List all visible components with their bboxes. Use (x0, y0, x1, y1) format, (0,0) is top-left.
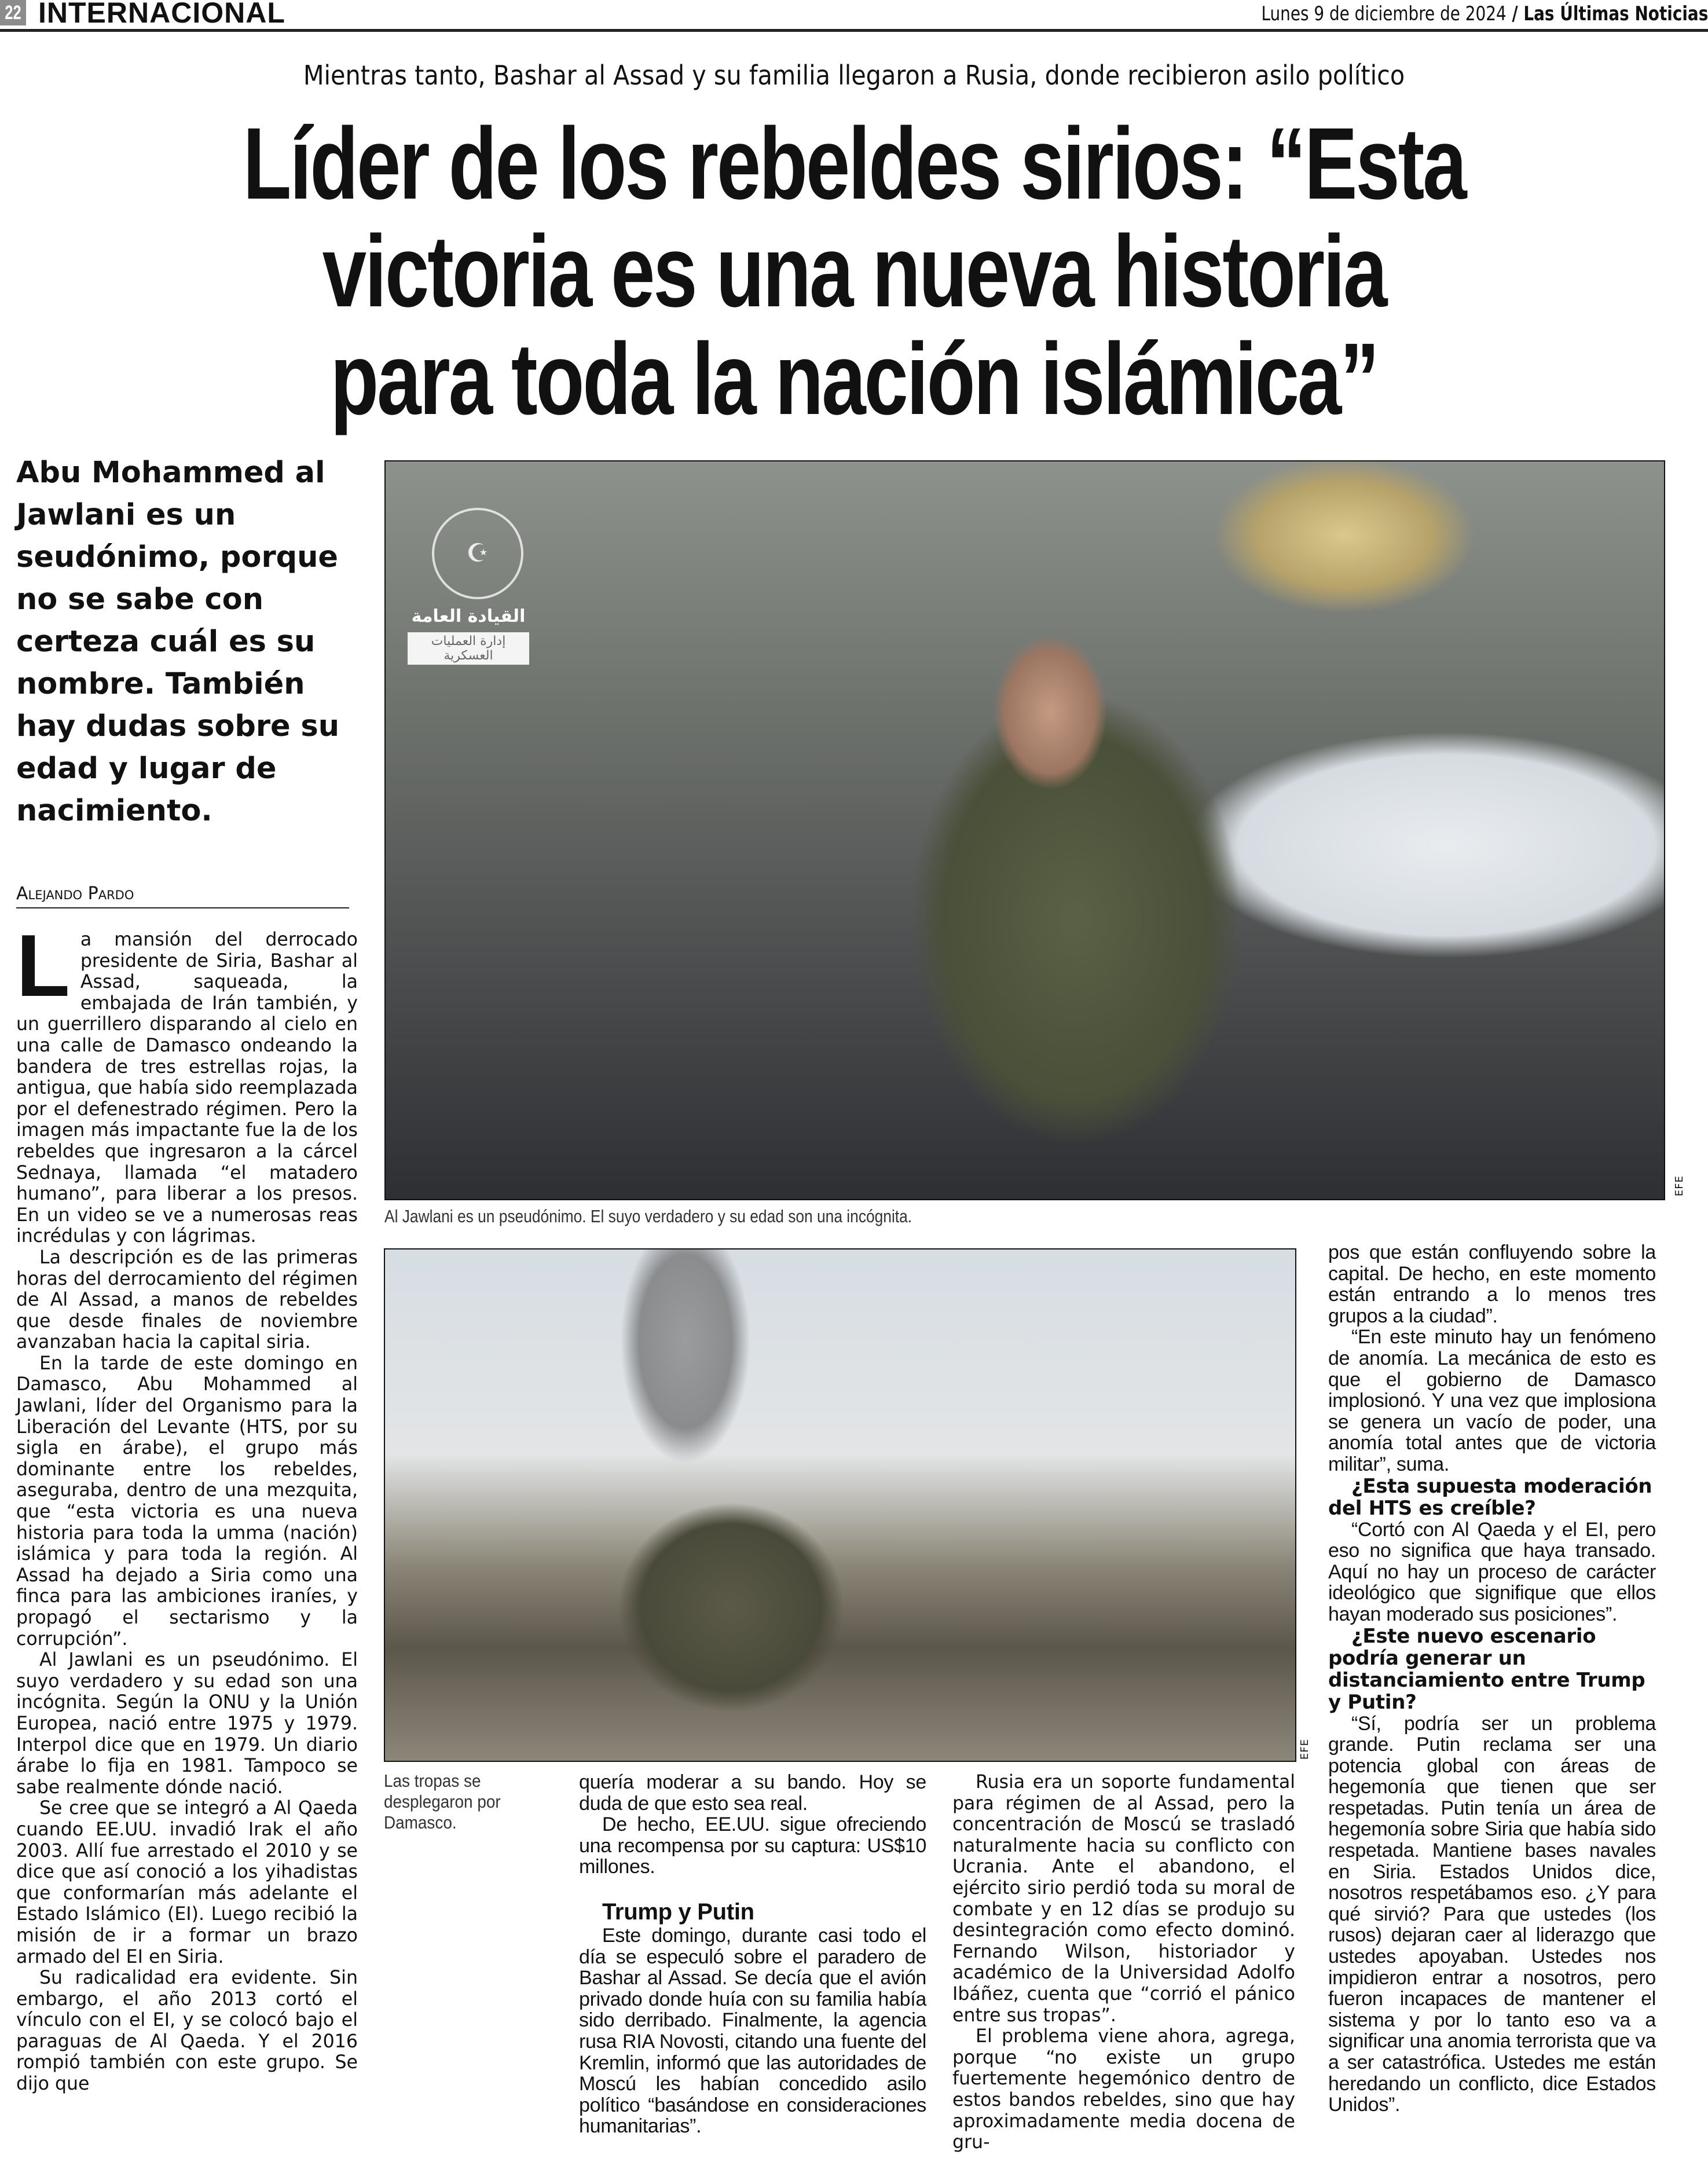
page-number: 22 (0, 0, 26, 25)
paragraph: Rusia era un soporte fundamental para régimen de al Assad, pero la concentración de Moscú se trasladó naturalmente hacia su conflicto con Ucrania. Ante el abandono, el ejército sirio perdió toda su moral de combate y en 12 días se produjo su desintegración como efecto dominó. Fernando Wilson, historiador y académico de la Universidad Adolfo Ibáñez, cuenta que “corrió el pánico entre sus tropas”. (952, 1772, 1295, 2026)
subhead: Trump y Putin (602, 1899, 754, 1925)
headline: Líder de los rebeldes sirios: “Esta victoria es una nueva historia para toda la nación islámica” (243, 107, 1465, 436)
drop-cap: L (16, 917, 70, 1015)
byline: Alejando Pardo (16, 883, 349, 908)
watermark-title: القيادة العامة (411, 606, 526, 626)
photo-caption: Al Jawlani es un pseudónimo. El suyo verdadero y su edad son una incógnita. (384, 1206, 912, 1226)
paragraph: Este domingo, durante casi todo el día se especuló sobre el paradero de Bashar al Assad. Se decía que el avión privado donde huía con su familia había sido derribado. Finalmente, la agencia rusa RIA Novosti, citando una fuente del Kremlin, informó que las autoridades de Moscú les habían concedido asilo político “basándose en consideraciones humanitarias”. (579, 1924, 926, 2138)
paragraph (16, 917, 358, 1247)
paragraph: De hecho, EE.UU. sigue ofreciendo una recompensa por su captura: US$10 millones. (579, 1813, 926, 1878)
photo-caption: Las tropas se desplegaron por Damasco. (384, 1771, 501, 1833)
interview-question: ¿Esta supuesta moderación del HTS es creíble? (1328, 1474, 1652, 1520)
article-column-4 (1328, 1242, 1656, 2116)
emblem-icon: ☪ (432, 508, 523, 599)
watermark-subtitle: إدارة العمليات العسكرية (408, 632, 529, 665)
paragraph: pos que están confluyendo sobre la capital. De hecho, en este momento están entrando a lo menos tres grupos a la ciudad”. (1328, 1241, 1656, 1327)
paragraph: Al Jawlani es un pseudónimo. El suyo verdadero y su edad son una incógnita. Según la ONU y la Unión Europea, nació entre 1975 y 1979. Interpol dice que en 1979. Un diario árabe lo fija en 1981. Tampoco se sabe realmente dónde nació. (16, 1650, 358, 1798)
publication-name: Las Últimas Noticias (1523, 2, 1708, 25)
paragraph: La descripción es de las primeras horas del derrocamiento del régimen de Al Assad, a manos de rebeldes que desde finales de noviembre avanzaban hacia la capital siria. (16, 1247, 358, 1353)
issue-date: Lunes 9 de diciembre de 2024 (1261, 2, 1507, 25)
section-title: INTERNACIONAL (38, 0, 285, 29)
header-rule (0, 29, 1708, 32)
kicker: Mientras tanto, Bashar al Assad y su familia llegaron a Rusia, donde recibieron asilo político (303, 60, 1405, 91)
paragraph: “En este minuto hay un fenómeno de anomía. La mecánica de esto es que el gobierno de Damasco implosionó. Y una vez que implosiona se genera un vacío de poder, una anomía total antes que de victoria militar”, suma. (1328, 1326, 1656, 1475)
article-column-3 (952, 1772, 1295, 2153)
paragraph: El problema viene ahora, agrega, porque “no existe un grupo fuertemente hegemónico dentro de estos bandos rebeldes, sino que hay aproximadamente media docena de gru- (952, 2026, 1295, 2153)
article-column-2 (579, 1772, 926, 2137)
dateline (1261, 1, 1708, 27)
paragraph: “Cortó con Al Qaeda y el EI, pero eso no significa que haya transado. Aquí no hay un proceso de carácter ideológico que signifique que ellos hayan moderado sus posiciones”. (1328, 1518, 1656, 1625)
paragraph: “Sí, podría ser un problema grande. Putin reclama ser una potencia global con áreas de hegemonía que tienen que ser respetadas. Putin tenía un área de hegemonía sobre Siria que había sido respetada. Mantiene bases navales en Siria. Estados Unidos dice, nosotros respetábamos eso. ¿Y para qué sirvió? Para que ustedes (los rusos) dejaran caer al liderazgo que ustedes apoyaban. Ustedes nos impidieron entrar a nosotros, pero fueron incapaces de mantener el sistema y por lo tanto eso va a significar una anomia terrorista que va a ser catastrófica. Ustedes me están heredando un conflicto, dice Estados Unidos”. (1328, 1712, 1656, 2116)
photo-credit: EFE (1673, 1175, 1685, 1197)
interview-question: ¿Este nuevo escenario podría generar un distanciamiento entre Trump y Putin? (1328, 1624, 1645, 1714)
pull-quote: Abu Mohammed al Jawlani es un seudónimo, porque no se sabe con certeza cuál es su nombre. También hay dudas sobre su edad y lugar de nacimiento. (16, 456, 340, 828)
main-photo (384, 460, 1665, 1200)
paragraph: Se cree que se integró a Al Qaeda cuando EE.UU. invadió Irak el año 2003. Allí fue arrestado el 2010 y se dice que así conoció a los yihadistas que conformarían más adelante el Estado Islámico (EI). Luego recibió la misión de ir a formar un brazo armado del EI en Siria. (16, 1798, 358, 1967)
photo-credit: EFE (1299, 1739, 1311, 1760)
paragraph-text: a mansión del derrocado presidente de Siria, Bashar al Assad, saqueada, la embajada de Irán también, y un guerrillero disparando al cielo en una calle de Damasco ondeando la bandera de tres estrellas rojas, la antigua, que había sido reemplazada por el defenestrado régimen. Pero la imagen más impactante fue la de los rebeldes que ingresaron a la cárcel Sednaya, llamada “el matadero humano”, para liberar a los presos. En un video se ve a numerosas reas incrédulas y con lágrimas. (16, 929, 358, 1247)
second-photo (384, 1248, 1296, 1762)
paragraph: En la tarde de este domingo en Damasco, Abu Mohammed al Jawlani, líder del Organismo para la Liberación del Levante (HTS, por su sigla en árabe), el grupo más dominante entre los rebeldes, aseguraba, dentro de una mezquita, que “esta victoria es una nueva historia para toda la umma (nación) islámica y para toda la región. Al Assad ha dejado a Siria como una finca para las ambiciones iraníes, y propagó el sectarismo y la corrupción”. (16, 1353, 358, 1650)
paragraph: Su radicalidad era evidente. Sin embargo, el año 2013 cortó el vínculo con el EI, y se colocó bajo el paraguas de Al Qaeda. Y el 2016 rompió también con este grupo. Se dijo que (16, 1967, 358, 2095)
paragraph: quería moderar a su bando. Hoy se duda de que esto sea real. (579, 1771, 926, 1815)
article-column-1 (16, 917, 358, 2095)
dateline-separator: / (1506, 2, 1524, 25)
